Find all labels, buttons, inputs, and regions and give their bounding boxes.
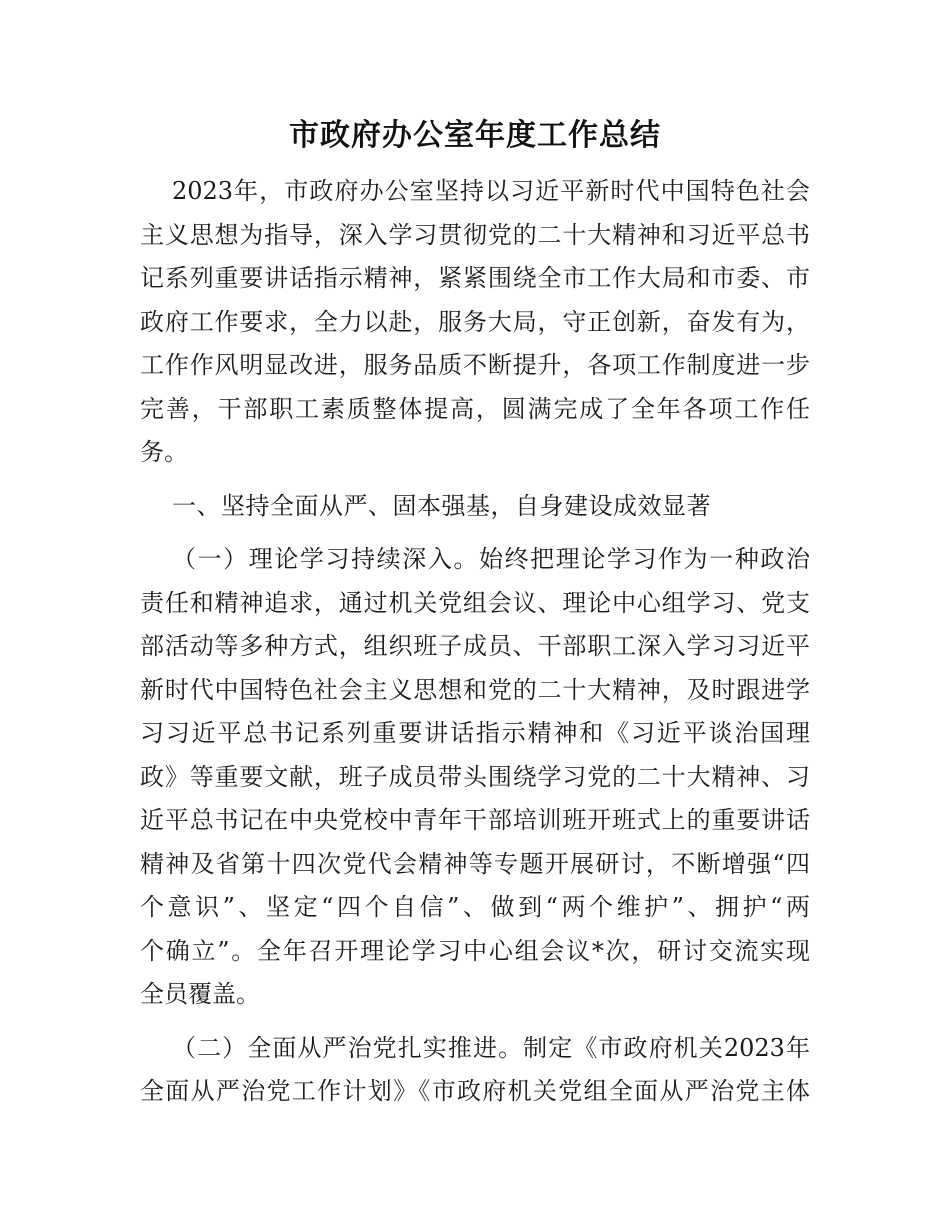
text-line: （二）全面从严治党扎实推进。制定《市政府机关2023年 xyxy=(172,1033,810,1062)
text-line: 工作作风明显改进，服务品质不断提升，各项工作制度进一步 xyxy=(140,351,810,379)
text-line: 全面从严治党工作计划》《市政府机关党组全面从严治党主体 xyxy=(140,1077,810,1105)
document-body xyxy=(140,170,810,1114)
text-line: 主义思想为指导，深入学习贯彻党的二十大精神和习近平总书 xyxy=(140,220,810,249)
section-heading-text: 一、坚持全面从严、固本强基，自身建设成效显著 xyxy=(172,491,711,520)
paragraph-theory-study xyxy=(140,538,810,1017)
text-line: 全员覆盖。 xyxy=(140,980,260,1008)
text-line: 近平总书记在中央党校中青年干部培训班开班式上的重要讲话 xyxy=(140,806,810,834)
text-line: （一）理论学习持续深入。始终把理论学习作为一种政治 xyxy=(172,545,810,573)
text-line: 完善，干部职工素质整体提高，圆满完成了全年各项工作任 xyxy=(140,394,810,423)
section-heading xyxy=(140,485,810,529)
text-line: 精神及省第十四次党代会精神等专题开展研讨，不断增强“四 xyxy=(140,849,810,878)
text-line: 个意识”、坚定“四个自信”、做到“两个维护”、拥护“两 xyxy=(140,893,810,921)
text-line: 政》等重要文献，班子成员带头围绕学习党的二十大精神、习 xyxy=(140,762,810,791)
text-line: 记系列重要讲话指示精神，紧紧围绕全市工作大局和市委、市 xyxy=(140,264,810,292)
document-title: 市政府办公室年度工作总结 xyxy=(289,118,661,153)
text-line: 责任和精神追求，通过机关党组会议、理论中心组学习、党支 xyxy=(140,588,810,617)
paragraph-intro xyxy=(140,170,810,475)
paragraph-party-governance xyxy=(140,1027,810,1114)
text-line: 部活动等多种方式，组织班子成员、干部职工深入学习习近平 xyxy=(140,632,810,660)
text-line: 2023年，市政府办公室坚持以习近平新时代中国特色社会 xyxy=(172,177,810,205)
text-line: 政府工作要求，全力以赴，服务大局，守正创新，奋发有为， xyxy=(140,307,810,336)
text-line: 新时代中国特色社会主义思想和党的二十大精神，及时跟进学 xyxy=(140,675,810,704)
text-line: 个确立”。全年召开理论学习中心组会议*次，研讨交流实现 xyxy=(140,936,810,965)
text-line: 务。 xyxy=(140,438,188,466)
text-line: 习习近平总书记系列重要讲话指示精神和《习近平谈治国理 xyxy=(140,719,810,747)
